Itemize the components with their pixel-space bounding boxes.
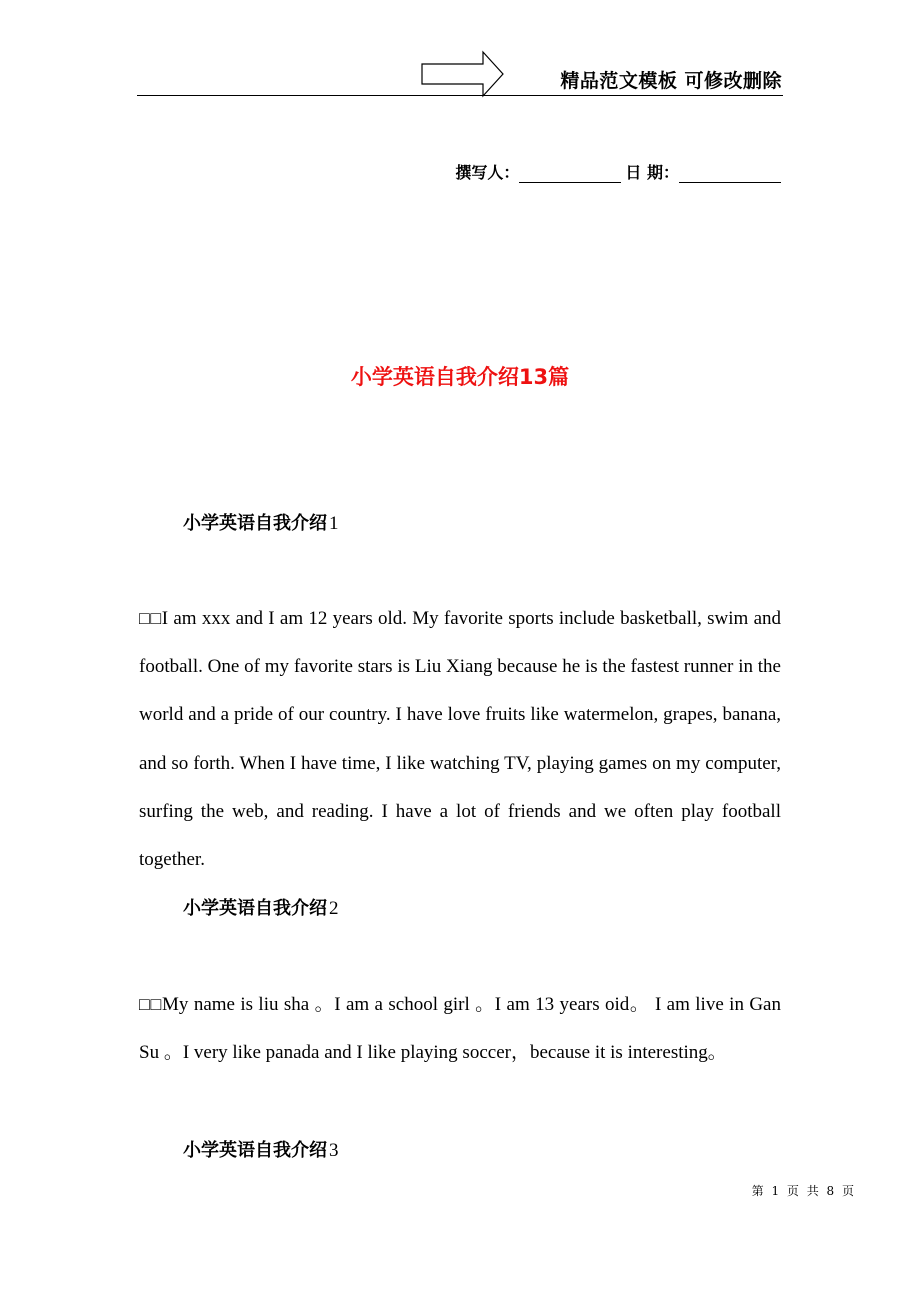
author-label: 撰写人： [455,163,520,182]
date-blank [679,164,781,183]
indent-placeholder: □□ [139,994,163,1014]
date-label: 日 期： [625,163,679,182]
section-number: 3 [329,1140,339,1161]
author-blank [519,164,621,183]
section-heading-text: 小学英语自我介绍 [183,1140,327,1161]
section-number: 1 [329,513,339,534]
section-heading-text: 小学英语自我介绍 [183,898,327,919]
page-number: 第 1 页 共 8 页 [751,1184,854,1198]
indent-placeholder: □□ [139,608,162,628]
author-date-line [455,160,781,183]
section-number: 2 [329,898,339,919]
arrow-right-outline-icon [421,50,505,98]
section-heading-text: 小学英语自我介绍 [183,513,327,534]
section-heading-3 [183,1136,339,1162]
section-paragraph-2 [139,980,781,1077]
paragraph-text: My name is liu sha 。I am a school girl 。I am 13 years oid。 I am live in Gan Su 。I very like panada and I like playing soccer，because it is interesting。 [139,994,781,1064]
section-paragraph-1 [139,594,781,884]
section-heading-1 [183,509,339,535]
paragraph-text: I am xxx and I am 12 years old. My favorite sports include basketball, swim and football. One of my favorite stars is Liu Xiang because he is the fastest runner in the world and a pride of our country. I have love fruits like watermelon, grapes, banana, and so forth. When I have time, I like watching TV, playing games on my computer, surfing the web, and reading. I have a lot of friends and we often play football together. [139,608,781,871]
header-tagline: 精品范文模板 可修改删除 [560,70,782,92]
document-title: 小学英语自我介绍13篇 [350,365,570,389]
header-divider [137,95,783,96]
section-heading-2 [183,894,339,920]
